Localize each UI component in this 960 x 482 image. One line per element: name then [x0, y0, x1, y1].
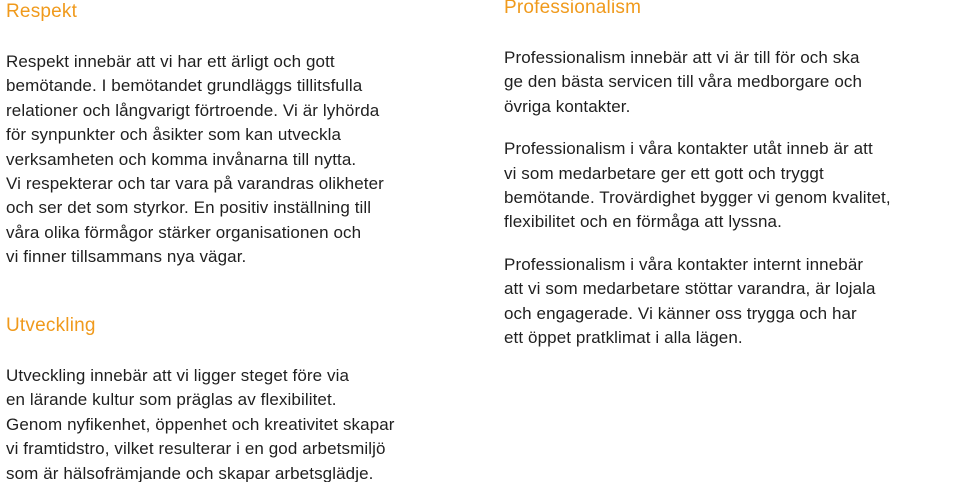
utveckling-paragraph: Utveckling innebär att vi ligger steget före via en lärande kultur som präglas av flexibilitet. Genom nyfikenhet, öppenhet och kreativitet skapar vi framtidstro, vilket resulterar i en god arbetsmiljö som är hälsofrämjande och skapar arbetsglädje.	[6, 366, 395, 482]
professionalism-section	[504, 0, 960, 350]
respekt-paragraph: Respekt innebär att vi har ett ärligt och gott bemötande. I bemötandet grundläggs tillitsfulla relationer och långvarigt förtroende. Vi är lyhörda för synpunkter och åsikter som kan utveckla verksamheten och komma invånarna till nytta. Vi respekterar och tar vara på varandras olikheter och ser det som styrkor. En positiv inställning till våra olika förmågor stärker organisationen och vi finner tillsammans nya vägar.	[6, 52, 384, 267]
respekt-heading: Respekt	[6, 1, 78, 22]
utveckling-section	[6, 314, 476, 482]
professionalism-paragraph-3: Professionalism i våra kontakter internt innebär att vi som medarbetare stöttar varandra, är lojala och engagerade. Vi känner oss trygga och har ett öppet pratklimat i alla lägen.	[504, 254, 876, 348]
professionalism-heading: Professionalism	[504, 0, 642, 18]
professionalism-paragraph-1: Professionalism innebär att vi är till för och ska ge den bästa servicen till våra medborgare och övriga kontakter.	[504, 48, 863, 116]
respekt-section	[6, 0, 446, 270]
professionalism-paragraph-2: Professionalism i våra kontakter utåt inneb är att vi som medarbetare ger ett gott och tryggt bemötande. Trovärdighet bygger vi genom kvalitet, flexibilitet och en förmåga att lyssna.	[504, 139, 891, 232]
utveckling-heading: Utveckling	[6, 315, 96, 336]
